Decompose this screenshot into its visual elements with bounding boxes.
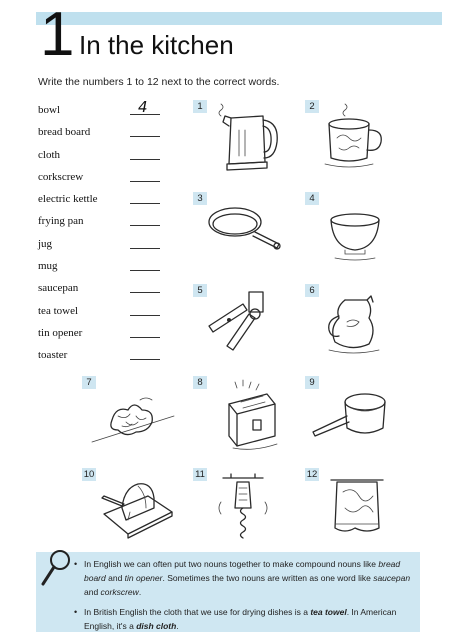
note-term: tin opener xyxy=(124,573,163,583)
word-row xyxy=(38,256,163,278)
word-row xyxy=(38,167,163,189)
word-row xyxy=(38,234,163,256)
answer-blank[interactable] xyxy=(130,337,160,338)
bread-board-icon xyxy=(82,468,182,548)
word-label: frying pan xyxy=(38,215,84,228)
picture-1 xyxy=(193,100,293,180)
picture-number: 7 xyxy=(82,376,96,389)
answer-blank[interactable] xyxy=(130,248,160,249)
answer-blank[interactable] xyxy=(130,225,160,226)
tea-towel-icon xyxy=(305,468,405,548)
cloth-icon xyxy=(82,376,182,456)
word-label: corkscrew xyxy=(38,170,84,183)
word-label: mug xyxy=(38,260,58,273)
answer-blank[interactable] xyxy=(130,359,160,360)
picture-number: 9 xyxy=(305,376,319,389)
picture-3 xyxy=(193,192,293,272)
picture-number: 1 xyxy=(193,100,207,113)
note-text: . xyxy=(138,587,142,597)
picture-9 xyxy=(305,376,405,456)
word-row xyxy=(38,278,163,300)
note-text: . In American English, it's a xyxy=(84,607,397,631)
picture-2 xyxy=(305,100,405,180)
electric-kettle-icon xyxy=(193,100,293,180)
word-label: cloth xyxy=(38,148,60,161)
note-text: and xyxy=(84,587,101,597)
word-label: toaster xyxy=(38,349,68,362)
corkscrew-icon xyxy=(193,468,293,548)
picture-12 xyxy=(305,468,405,548)
unit-number: 1 xyxy=(40,0,73,69)
picture-number: 10 xyxy=(83,469,95,480)
answer-blank[interactable] xyxy=(130,159,160,160)
frying-pan-icon xyxy=(193,192,293,272)
picture-6 xyxy=(305,284,405,364)
word-label: bowl xyxy=(38,104,60,116)
note-term: tea towel xyxy=(310,607,347,617)
word-label: electric kettle xyxy=(38,193,98,206)
word-row xyxy=(38,301,163,323)
note-text: . xyxy=(176,621,179,631)
page-title: In the kitchen xyxy=(79,30,234,60)
note-tea-towel xyxy=(74,605,414,633)
answer-blank[interactable] xyxy=(130,136,160,137)
word-row xyxy=(38,323,163,345)
word-row xyxy=(38,345,163,367)
note-text: and xyxy=(105,573,125,583)
tin-opener-icon xyxy=(193,284,293,364)
answer-value: 4 xyxy=(138,98,148,116)
instruction-text: Write the numbers 1 to 12 next to the correct words. xyxy=(38,76,280,88)
saucepan-icon xyxy=(305,376,405,456)
word-row xyxy=(38,100,163,122)
jug-icon xyxy=(305,284,405,364)
magnifier-icon xyxy=(40,548,74,588)
note-term: corkscrew xyxy=(100,587,139,597)
picture-5 xyxy=(193,284,293,364)
word-row xyxy=(38,145,163,167)
picture-8 xyxy=(193,376,293,456)
picture-number: 5 xyxy=(193,284,207,297)
note-text: In English we can often put two nouns together to make compound nouns like xyxy=(84,559,379,569)
picture-4 xyxy=(305,192,405,272)
answer-blank[interactable] xyxy=(130,203,160,204)
picture-number: 2 xyxy=(305,100,319,113)
notes xyxy=(74,557,414,639)
picture-number: 3 xyxy=(193,192,207,205)
picture-number: 12 xyxy=(306,469,318,480)
note-term: dish cloth xyxy=(136,621,177,631)
word-label: tea towel xyxy=(38,304,79,317)
word-list xyxy=(38,100,163,368)
word-row xyxy=(38,122,163,144)
word-label: bread board xyxy=(38,126,91,139)
note-term: bread board xyxy=(84,559,401,583)
answer-blank[interactable] xyxy=(130,181,160,182)
answer-blank[interactable] xyxy=(130,315,160,316)
word-row xyxy=(38,189,163,211)
mug-icon xyxy=(305,100,405,180)
word-label: tin opener xyxy=(38,326,83,339)
note-term: saucepan xyxy=(373,573,411,583)
picture-11 xyxy=(193,468,293,548)
note-text: . Sometimes the two nouns are written as one word like xyxy=(162,573,374,583)
toaster-icon xyxy=(193,376,293,456)
picture-number: 4 xyxy=(305,192,319,205)
bowl-icon xyxy=(305,192,405,272)
word-label: jug xyxy=(38,237,53,250)
picture-7 xyxy=(82,376,182,456)
header-band xyxy=(36,12,442,25)
note-text: In British English the cloth that we use for drying dishes is a xyxy=(84,607,311,617)
word-label: saucepan xyxy=(38,282,79,295)
picture-number: 8 xyxy=(193,376,207,389)
answer-blank[interactable] xyxy=(130,270,160,271)
answer-blank[interactable] xyxy=(130,292,160,293)
picture-10 xyxy=(82,468,182,548)
note-compound-nouns xyxy=(74,557,414,599)
picture-number: 11 xyxy=(193,468,207,481)
word-row xyxy=(38,211,163,233)
picture-number: 6 xyxy=(305,284,319,297)
